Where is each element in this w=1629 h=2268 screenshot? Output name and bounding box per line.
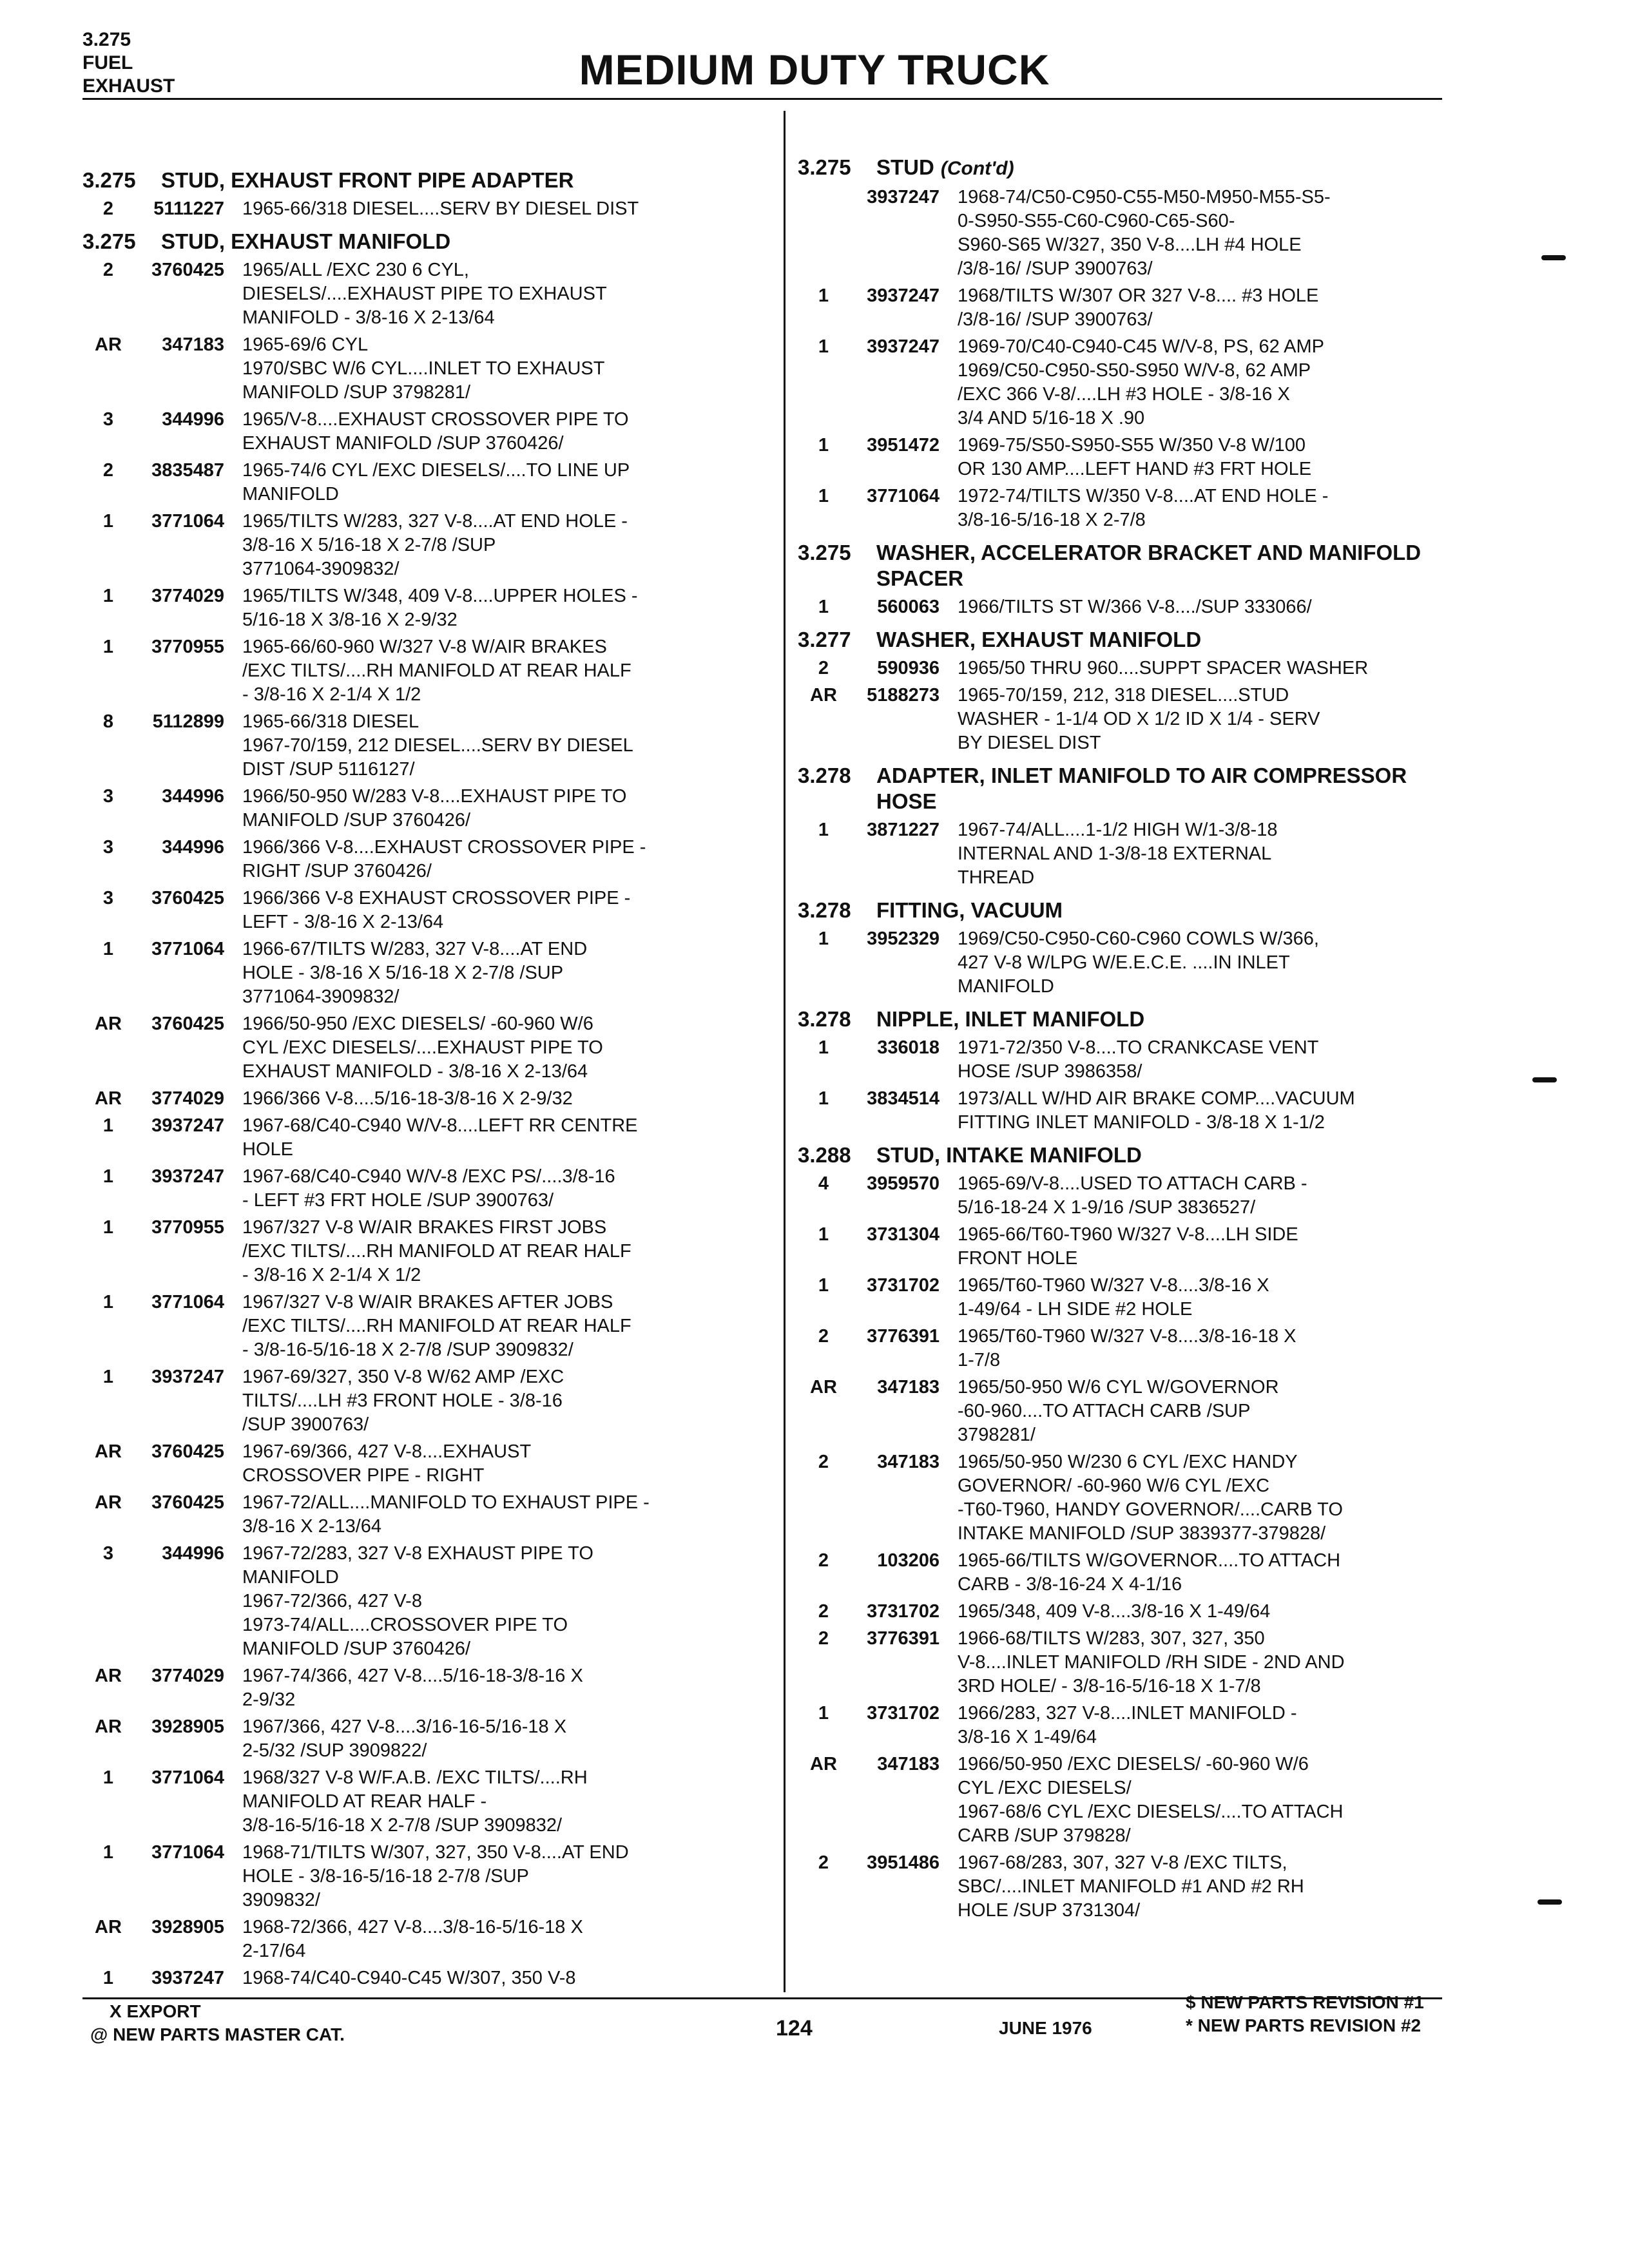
part-quantity: AR <box>95 1088 122 1109</box>
column-divider <box>784 111 786 1992</box>
part-entry <box>82 1165 766 1213</box>
part-quantity: AR <box>95 1666 122 1686</box>
part-quantity: AR <box>810 1377 837 1398</box>
section-name-text: WASHER, EXHAUST MANIFOLD <box>876 628 1202 651</box>
part-number: 3776391 <box>867 1628 940 1649</box>
part-entry <box>82 584 766 632</box>
part-number: 590936 <box>877 658 940 678</box>
margin-mark <box>1532 1077 1557 1082</box>
part-entry <box>798 1450 1468 1546</box>
part-description: 1966/50-950 /EXC DIESELS/ -60-960 W/6 CYL /EXC DIESELS/ 1967-68/6 CYL /EXC DIESELS/....TO ATTACH CARB /SUP 379828/ <box>958 1754 1344 1846</box>
part-quantity: 2 <box>818 1852 829 1873</box>
part-number: 3774029 <box>151 1088 224 1109</box>
part-quantity: 1 <box>102 1166 114 1187</box>
part-entry <box>82 1664 766 1712</box>
part-quantity: 1 <box>818 820 829 840</box>
part-description: 1965-66/318 DIESEL 1967-70/159, 212 DIESEL....SERV BY DIESEL DIST /SUP 5116127/ <box>242 711 633 780</box>
part-number: 347183 <box>877 1754 940 1774</box>
part-description: 1971-72/350 V-8....TO CRANKCASE VENT HOSE /SUP 3986358/ <box>958 1037 1319 1082</box>
part-number: 3731702 <box>867 1601 940 1622</box>
part-quantity: 3 <box>102 837 114 858</box>
part-entry <box>798 1087 1468 1135</box>
part-quantity: 1 <box>102 511 114 532</box>
section-name-text: FITTING, VACUUM <box>876 898 1063 922</box>
part-entry <box>82 1966 766 1990</box>
section-code-exhaust: EXHAUST <box>82 75 175 97</box>
part-number: 3731304 <box>867 1224 940 1245</box>
section-heading <box>798 627 1468 653</box>
header-divider <box>82 98 1442 100</box>
part-entry <box>82 1012 766 1084</box>
part-entry <box>82 1841 766 1912</box>
part-description: 1965-74/6 CYL /EXC DIESELS/....TO LINE UP MANIFOLD <box>242 460 630 505</box>
part-quantity: 1 <box>818 1037 829 1058</box>
part-number: 103206 <box>877 1550 940 1571</box>
part-quantity: 3 <box>102 786 114 807</box>
part-number: 3771064 <box>151 511 224 532</box>
part-description: 1968-71/TILTS W/307, 327, 350 V-8....AT END HOLE - 3/8-16-5/16-18 2-7/8 /SUP 3909832/ <box>242 1842 629 1910</box>
part-number: 3760425 <box>151 1441 224 1462</box>
part-quantity: AR <box>810 685 837 706</box>
part-description: 1967-68/C40-C940 W/V-8 /EXC PS/....3/8-16 - LEFT #3 FRT HOLE /SUP 3900763/ <box>242 1166 615 1211</box>
part-description: 1966-68/TILTS W/283, 307, 327, 350 V-8....INLET MANIFOLD /RH SIDE - 2ND AND 3RD HOLE/ - 3/8-16-5/16-18 X 1-7/8 <box>958 1628 1345 1696</box>
part-number: 3771064 <box>151 1767 224 1788</box>
part-entry <box>82 408 766 456</box>
part-quantity: 3 <box>102 409 114 430</box>
part-number: 3771064 <box>151 939 224 959</box>
part-entry <box>82 1916 766 1963</box>
part-number: 3937247 <box>867 336 940 357</box>
section-name-text: ADAPTER, INLET MANIFOLD TO AIR COMPRESSOR HOSE <box>876 764 1407 813</box>
part-number: 560063 <box>877 597 940 617</box>
part-quantity: 1 <box>102 637 114 657</box>
part-quantity: 1 <box>102 586 114 606</box>
margin-mark <box>1541 255 1566 260</box>
section-name-text: STUD, EXHAUST MANIFOLD <box>161 229 451 253</box>
part-description: 1968-74/C40-C940-C45 W/307, 350 V-8 <box>242 1968 576 1988</box>
part-description: 1967-69/366, 427 V-8....EXHAUST CROSSOVER PIPE - RIGHT <box>242 1441 532 1486</box>
part-quantity: 2 <box>102 260 114 280</box>
part-description: 1965-69/6 CYL 1970/SBC W/6 CYL....INLET TO EXHAUST MANIFOLD /SUP 3798281/ <box>242 334 605 403</box>
part-description: 1966/366 V-8....5/16-18-3/8-16 X 2-9/32 <box>242 1088 573 1109</box>
part-description: 1966/283, 327 V-8....INLET MANIFOLD - 3/8-16 X 1-49/64 <box>958 1703 1297 1747</box>
part-number: 3774029 <box>151 1666 224 1686</box>
section-name <box>876 898 1463 923</box>
part-description: 1969/C50-C950-C60-C960 COWLS W/366, 427 V-8 W/LPG W/E.E.C.E. ....IN INLET MANIFOLD <box>958 928 1319 997</box>
part-description: 1965/T60-T960 W/327 V-8....3/8-16-18 X 1-7/8 <box>958 1326 1296 1370</box>
part-quantity: AR <box>95 1492 122 1513</box>
section-heading <box>798 898 1468 923</box>
page-number: 124 <box>776 2016 813 2041</box>
section-number: 3.275 <box>82 229 136 253</box>
part-number: 3928905 <box>151 1917 224 1937</box>
part-entry <box>798 684 1468 755</box>
part-entry <box>82 710 766 782</box>
footer-master-note: @ NEW PARTS MASTER CAT. <box>90 2024 345 2044</box>
part-quantity: 1 <box>102 939 114 959</box>
part-number: 3760425 <box>151 1492 224 1513</box>
part-entry <box>798 1036 1468 1084</box>
part-number: 3776391 <box>867 1326 940 1347</box>
part-number: 3951486 <box>867 1852 940 1873</box>
section-number: 3.288 <box>798 1143 851 1167</box>
part-description: 1966/366 V-8....EXHAUST CROSSOVER PIPE - RIGHT /SUP 3760426/ <box>242 837 646 881</box>
part-quantity: 1 <box>818 285 829 306</box>
part-entry <box>798 1223 1468 1271</box>
part-entry <box>798 1600 1468 1624</box>
part-description: 1968/TILTS W/307 OR 327 V-8.... #3 HOLE /3/8-16/ /SUP 3900763/ <box>958 285 1319 330</box>
part-number: 3771064 <box>151 1842 224 1863</box>
part-quantity: 4 <box>818 1173 829 1194</box>
section-number: 3.278 <box>798 1007 851 1031</box>
part-quantity: AR <box>95 1716 122 1737</box>
part-number: 3731702 <box>867 1703 940 1724</box>
section-code-number: 3.275 <box>82 29 131 50</box>
section-number: 3.277 <box>798 628 851 651</box>
part-number: 347183 <box>162 334 224 355</box>
part-entry <box>82 1440 766 1488</box>
part-quantity: 1 <box>102 1217 114 1238</box>
part-description: 1965/50-950 W/230 6 CYL /EXC HANDY GOVERNOR/ -60-960 W/6 CYL /EXC -T60-T960, HANDY GOVERNOR/....CARB TO INTAKE MANIFOLD /SUP 3839377-379828/ <box>958 1452 1343 1544</box>
part-number: 3770955 <box>151 1217 224 1238</box>
part-quantity: 3 <box>102 888 114 908</box>
part-entry <box>82 785 766 832</box>
part-quantity: 1 <box>102 1292 114 1312</box>
part-number: 3871227 <box>867 820 940 840</box>
part-entry <box>798 1172 1468 1220</box>
part-entry <box>798 1627 1468 1698</box>
part-description: 1965/TILTS W/348, 409 V-8....UPPER HOLES - 5/16-18 X 3/8-16 X 2-9/32 <box>242 586 638 630</box>
part-description: 1973/ALL W/HD AIR BRAKE COMP....VACUUM FITTING INLET MANIFOLD - 3/8-18 X 1-1/2 <box>958 1088 1355 1133</box>
section-name <box>876 155 1463 182</box>
margin-mark <box>1537 1899 1562 1905</box>
part-description: 1972-74/TILTS W/350 V-8....AT END HOLE - 3/8-16-5/16-18 X 2-7/8 <box>958 486 1329 530</box>
part-entry <box>82 937 766 1009</box>
part-number: 3937247 <box>867 187 940 207</box>
part-description: 1965-66/T60-T960 W/327 V-8....LH SIDE FRONT HOLE <box>958 1224 1298 1269</box>
part-description: 1968/327 V-8 W/F.A.B. /EXC TILTS/....RH MANIFOLD AT REAR HALF - 3/8-16-5/16-18 X 2-7/8 /SUP 3909832/ <box>242 1767 588 1836</box>
part-entry <box>82 258 766 330</box>
section-name <box>876 1142 1463 1168</box>
part-description: 1966/50-950 /EXC DIESELS/ -60-960 W/6 CYL /EXC DIESELS/....EXHAUST PIPE TO EXHAUST MANIFOLD - 3/8-16 X 2-13/64 <box>242 1014 603 1082</box>
part-number: 3770955 <box>151 637 224 657</box>
continued-label: (Cont'd) <box>940 158 1014 179</box>
part-entry <box>798 1274 1468 1321</box>
part-description: 1967-68/C40-C940 W/V-8....LEFT RR CENTRE HOLE <box>242 1115 638 1160</box>
part-entry <box>82 1216 766 1287</box>
part-quantity: AR <box>95 334 122 355</box>
part-number: 344996 <box>162 837 224 858</box>
footer-revision-2: * NEW PARTS REVISION #2 <box>1186 2015 1422 2035</box>
part-quantity: 3 <box>102 1543 114 1564</box>
part-number: 3771064 <box>151 1292 224 1312</box>
part-number: 3731702 <box>867 1275 940 1296</box>
part-number: 336018 <box>877 1037 940 1058</box>
section-number: 3.275 <box>798 541 851 564</box>
part-entry <box>82 1087 766 1111</box>
part-quantity: 1 <box>818 597 829 617</box>
part-entry <box>798 657 1468 680</box>
part-number: 3760425 <box>151 260 224 280</box>
part-description: 1965/ALL /EXC 230 6 CYL, DIESELS/....EXHAUST PIPE TO EXHAUST MANIFOLD - 3/8-16 X 2-13/64 <box>242 260 607 328</box>
right-column <box>798 147 1468 1926</box>
part-number: 344996 <box>162 786 224 807</box>
part-quantity: 1 <box>818 1088 829 1109</box>
part-entry <box>82 197 766 221</box>
part-quantity: AR <box>95 1917 122 1937</box>
part-quantity: AR <box>95 1441 122 1462</box>
part-quantity: 1 <box>102 1968 114 1988</box>
part-description: 1965/T60-T960 W/327 V-8....3/8-16 X 1-49/64 - LH SIDE #2 HOLE <box>958 1275 1269 1320</box>
part-description: 1965-66/TILTS W/GOVERNOR....TO ATTACH CARB - 3/8-16-24 X 4-1/16 <box>958 1550 1341 1595</box>
part-quantity: 2 <box>818 1452 829 1472</box>
part-number: 3771064 <box>867 486 940 506</box>
part-description: 1967-72/ALL....MANIFOLD TO EXHAUST PIPE - 3/8-16 X 2-13/64 <box>242 1492 650 1537</box>
part-number: 3937247 <box>151 1115 224 1136</box>
part-description: 1967/327 V-8 W/AIR BRAKES AFTER JOBS /EXC TILTS/....RH MANIFOLD AT REAR HALF - 3/8-16-5/16-18 X 2-7/8 /SUP 3909832/ <box>242 1292 631 1360</box>
section-name-text: STUD <box>876 155 934 179</box>
part-entry <box>798 335 1468 430</box>
part-description: 1967-74/ALL....1-1/2 HIGH W/1-3/8-18 INTERNAL AND 1-3/8-18 EXTERNAL THREAD <box>958 820 1278 888</box>
part-entry <box>82 1542 766 1661</box>
part-description: 1965-66/318 DIESEL....SERV BY DIESEL DIST <box>242 198 639 219</box>
part-entry <box>82 1114 766 1162</box>
part-number: 344996 <box>162 409 224 430</box>
part-quantity: 2 <box>818 1550 829 1571</box>
page-title: MEDIUM DUTY TRUCK <box>579 46 1050 93</box>
part-description: 1966/TILTS ST W/366 V-8..../SUP 333066/ <box>958 597 1312 617</box>
section-name-text: WASHER, ACCELERATOR BRACKET AND MANIFOLD SPACER <box>876 541 1422 590</box>
section-code-fuel: FUEL <box>82 52 133 73</box>
part-number: 3937247 <box>151 1367 224 1387</box>
part-description: 1967/327 V-8 W/AIR BRAKES FIRST JOBS /EXC TILTS/....RH MANIFOLD AT REAR HALF - 3/8-16 X 2-1/4 X 1/2 <box>242 1217 631 1285</box>
footer-date: JUNE 1976 <box>999 2018 1092 2038</box>
part-description: 1967/366, 427 V-8....3/16-16-5/16-18 X 2-5/32 /SUP 3909822/ <box>242 1716 567 1761</box>
part-quantity: 1 <box>102 1842 114 1863</box>
part-number: 347183 <box>877 1452 940 1472</box>
part-description: 1967-74/366, 427 V-8....5/16-18-3/8-16 X 2-9/32 <box>242 1666 583 1710</box>
section-heading <box>82 168 766 193</box>
part-number: 3835487 <box>151 460 224 481</box>
section-heading <box>798 763 1468 814</box>
section-heading <box>798 1142 1468 1168</box>
section-name <box>876 1006 1463 1032</box>
part-entry <box>82 333 766 405</box>
part-description: 1965/V-8....EXHAUST CROSSOVER PIPE TO EXHAUST MANIFOLD /SUP 3760426/ <box>242 409 629 454</box>
part-quantity: 2 <box>818 1628 829 1649</box>
part-number: 347183 <box>877 1377 940 1398</box>
part-number: 3937247 <box>151 1968 224 1988</box>
section-heading <box>798 1006 1468 1032</box>
part-number: 5188273 <box>867 685 940 706</box>
part-number: 344996 <box>162 1543 224 1564</box>
part-quantity: 1 <box>818 336 829 357</box>
part-number: 3951472 <box>867 435 940 456</box>
part-entry <box>798 186 1468 281</box>
section-name <box>876 540 1463 591</box>
part-entry <box>82 510 766 581</box>
part-description: 1965-70/159, 212, 318 DIESEL....STUD WASHER - 1-1/4 OD X 1/2 ID X 1/4 - SERV BY DIESEL DIST <box>958 685 1320 753</box>
part-quantity: 2 <box>102 460 114 481</box>
part-entry <box>798 818 1468 890</box>
section-name <box>876 763 1463 814</box>
part-description: 1967-68/283, 307, 327 V-8 /EXC TILTS, SBC/....INLET MANIFOLD #1 AND #2 RH HOLE /SUP 3731304/ <box>958 1852 1304 1921</box>
part-description: 1968-74/C50-C950-C55-M50-M950-M55-S5- 0-S950-S55-C60-C960-C65-S60- S960-S65 W/327, 350 V-8....LH #4 HOLE /3/8-16/ /SUP 3900763/ <box>958 187 1331 279</box>
section-name-text: NIPPLE, INLET MANIFOLD <box>876 1007 1145 1031</box>
section-heading <box>798 540 1468 591</box>
part-quantity <box>798 186 849 281</box>
part-entry <box>798 485 1468 532</box>
part-quantity: 1 <box>102 1115 114 1136</box>
part-number: 3937247 <box>151 1166 224 1187</box>
part-description: 1967-69/327, 350 V-8 W/62 AMP /EXC TILTS/....LH #3 FRONT HOLE - 3/8-16 /SUP 3900763/ <box>242 1367 564 1435</box>
part-number: 3959570 <box>867 1173 940 1194</box>
part-entry <box>798 1549 1468 1597</box>
part-quantity: 2 <box>818 658 829 678</box>
part-number: 3774029 <box>151 586 224 606</box>
part-description: 1969-70/C40-C940-C45 W/V-8, PS, 62 AMP 1969/C50-C950-S50-S950 W/V-8, 62 AMP /EXC 366 V-8/....LH #3 HOLE - 3/8-16 X 3/4 AND 5/16-18 X .90 <box>958 336 1325 428</box>
section-name-text: STUD, INTAKE MANIFOLD <box>876 1143 1142 1167</box>
part-description: 1967-72/283, 327 V-8 EXHAUST PIPE TO MANIFOLD 1967-72/366, 427 V-8 1973-74/ALL....CROSSOVER PIPE TO MANIFOLD /SUP 3760426/ <box>242 1543 593 1659</box>
part-entry <box>82 887 766 934</box>
part-entry <box>82 1365 766 1437</box>
part-entry <box>82 635 766 707</box>
section-name <box>161 168 760 193</box>
part-number: 3760425 <box>151 1014 224 1034</box>
section-name-text: STUD, EXHAUST FRONT PIPE ADAPTER <box>161 168 574 192</box>
part-description: 1965-66/60-960 W/327 V-8 W/AIR BRAKES /EXC TILTS/....RH MANIFOLD AT REAR HALF - 3/8-16 X 2-1/4 X 1/2 <box>242 637 631 705</box>
part-quantity: 2 <box>818 1601 829 1622</box>
part-number: 3952329 <box>867 928 940 949</box>
footer-revision-1: $ NEW PARTS REVISION #1 <box>1186 1992 1424 2012</box>
part-number: 5112899 <box>152 711 224 732</box>
part-entry <box>798 1376 1468 1447</box>
part-entry <box>82 459 766 506</box>
part-quantity: 2 <box>102 198 114 219</box>
section-heading <box>798 155 1468 182</box>
section-number: 3.278 <box>798 764 851 787</box>
section-number: 3.275 <box>82 168 136 192</box>
part-quantity: 1 <box>102 1367 114 1387</box>
part-number: 3937247 <box>867 285 940 306</box>
part-quantity: 1 <box>818 486 829 506</box>
part-entry <box>798 1753 1468 1848</box>
part-entry <box>798 1702 1468 1749</box>
part-entry <box>798 434 1468 481</box>
part-quantity: 1 <box>102 1767 114 1788</box>
part-quantity: 1 <box>818 435 829 456</box>
part-description: 1965/50 THRU 960....SUPPT SPACER WASHER <box>958 658 1369 678</box>
part-description: 1966/366 V-8 EXHAUST CROSSOVER PIPE - LEFT - 3/8-16 X 2-13/64 <box>242 888 631 932</box>
section-number: 3.278 <box>798 898 851 922</box>
part-description: 1966/50-950 W/283 V-8....EXHAUST PIPE TO MANIFOLD /SUP 3760426/ <box>242 786 627 831</box>
part-entry <box>82 1766 766 1838</box>
section-name <box>161 229 760 255</box>
part-number: 3928905 <box>151 1716 224 1737</box>
part-entry <box>798 927 1468 999</box>
part-entry <box>798 284 1468 332</box>
part-description: 1966-67/TILTS W/283, 327 V-8....AT END HOLE - 3/8-16 X 5/16-18 X 2-7/8 /SUP 3771064-3909832/ <box>242 939 588 1007</box>
part-quantity: 1 <box>818 1703 829 1724</box>
part-quantity: AR <box>95 1014 122 1034</box>
part-description: 1969-75/S50-S950-S55 W/350 V-8 W/100 OR 130 AMP....LEFT HAND #3 FRT HOLE <box>958 435 1312 479</box>
section-name <box>876 627 1463 653</box>
part-description: 1965/50-950 W/6 CYL W/GOVERNOR -60-960....TO ATTACH CARB /SUP 3798281/ <box>958 1377 1279 1445</box>
part-entry <box>82 1491 766 1539</box>
part-number: 3834514 <box>867 1088 940 1109</box>
section-number: 3.275 <box>798 155 851 179</box>
part-quantity: 1 <box>818 1224 829 1245</box>
part-entry <box>798 1325 1468 1372</box>
part-quantity: AR <box>810 1754 837 1774</box>
footer-export-note: X EXPORT <box>110 2001 201 2021</box>
part-entry <box>798 1851 1468 1923</box>
part-entry <box>798 595 1468 619</box>
part-entry <box>82 1291 766 1362</box>
part-quantity: 2 <box>818 1326 829 1347</box>
part-description: 1965-69/V-8....USED TO ATTACH CARB - 5/16-18-24 X 1-9/16 /SUP 3836527/ <box>958 1173 1307 1218</box>
section-heading <box>82 229 766 255</box>
part-description: 1968-72/366, 427 V-8....3/8-16-5/16-18 X 2-17/64 <box>242 1917 583 1961</box>
left-column <box>82 160 766 1994</box>
part-description: 1965/TILTS W/283, 327 V-8....AT END HOLE - 3/8-16 X 5/16-18 X 2-7/8 /SUP 3771064-3909832/ <box>242 511 628 579</box>
part-number: 3760425 <box>151 888 224 908</box>
part-number: 5111227 <box>153 198 224 219</box>
part-entry <box>82 836 766 883</box>
part-quantity: 8 <box>102 711 114 732</box>
part-quantity: 1 <box>818 928 829 949</box>
part-entry <box>82 1715 766 1763</box>
part-quantity: 1 <box>818 1275 829 1296</box>
part-description: 1965/348, 409 V-8....3/8-16 X 1-49/64 <box>958 1601 1271 1622</box>
